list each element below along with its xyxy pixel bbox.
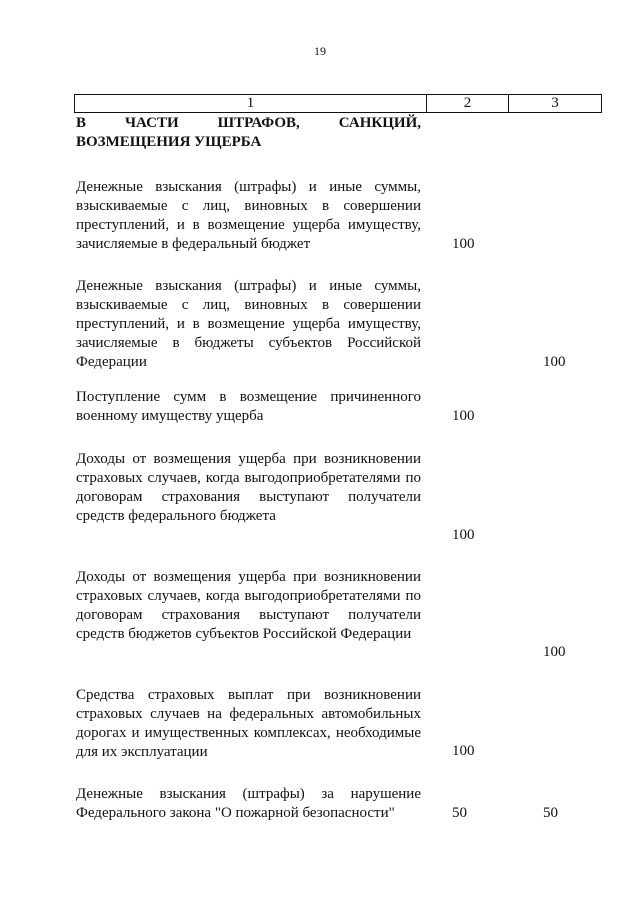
row-regional-value: 100: [543, 354, 566, 370]
row-regional-value: 100: [543, 644, 566, 660]
section-title: [76, 114, 421, 152]
column-header-1: 1: [75, 95, 427, 112]
table-row: [76, 686, 421, 762]
row-description: Доходы от возмещения ущерба при возникновении страховых случаев, когда выгодоприобретателями по договорам страхования выступают получатели средств федерального бюджета: [76, 451, 421, 524]
row-description: Денежные взыскания (штрафы) и иные суммы, взыскиваемые с лиц, виновных в совершении преступлений, и в возмещение ущерба имуществу, зачисляемые в федеральный бюджет: [76, 179, 421, 252]
section-title-line2: ВОЗМЕЩЕНИЯ УЩЕРБА: [76, 134, 262, 150]
row-regional-value: 50: [543, 805, 558, 821]
column-header-2: 2: [427, 95, 509, 112]
row-description: Денежные взыскания (штрафы) и иные суммы, взыскиваемые с лиц, виновных в совершении преступлений, и в возмещение ущерба имуществу, зачисляемые в бюджеты субъектов Российской Федерации: [76, 278, 421, 370]
table-header-row: [74, 94, 602, 113]
column-header-3: 3: [551, 95, 559, 111]
table-row: [76, 178, 421, 254]
row-description: Доходы от возмещения ущерба при возникновении страховых случаев, когда выгодоприобретателями по договорам страхования выступают получатели средств бюджетов субъектов Российской Федерации: [76, 569, 421, 642]
row-description: Поступление сумм в возмещение причиненного военному имуществу ущерба: [76, 389, 421, 424]
page-number: 19: [314, 44, 326, 58]
row-federal-value: 100: [452, 236, 475, 252]
table-row: [76, 568, 421, 644]
row-federal-value: 100: [452, 408, 475, 424]
row-federal-value: 50: [452, 805, 467, 821]
table-row: [76, 388, 421, 426]
section-title-line1: В ЧАСТИ ШТРАФОВ, САНКЦИЙ,: [76, 115, 421, 131]
row-federal-value: 100: [452, 743, 475, 759]
row-description: Денежные взыскания (штрафы) за нарушение Федерального закона "О пожарной безопасности": [76, 786, 421, 821]
row-description: Средства страховых выплат при возникновении страховых случаев на федеральных автомобильных дорогах и имущественных комплексах, необходимые для их эксплуатации: [76, 687, 421, 760]
row-federal-value: 100: [452, 527, 475, 543]
table-row: [76, 277, 421, 372]
table-row: [76, 450, 421, 526]
table-row: [76, 785, 421, 823]
